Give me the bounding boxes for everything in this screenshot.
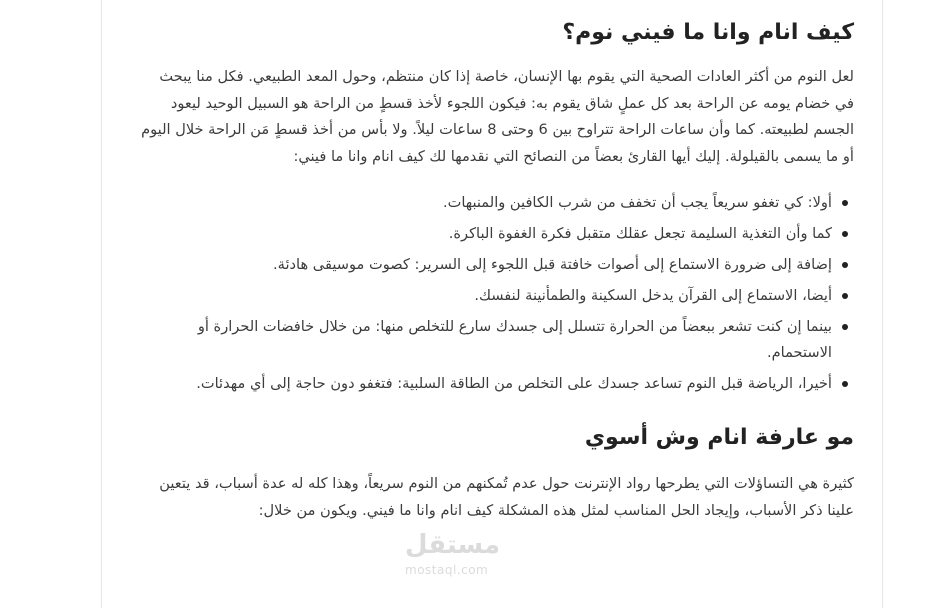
list-item-text: كما وأن التغذية السليمة تجعل عقلك متقبل فكرة الغفوة الباكرة. — [448, 225, 832, 242]
list-item — [140, 314, 832, 366]
bullet-dot-icon — [842, 200, 848, 206]
bullet-dot-icon — [842, 293, 848, 299]
section-heading-sleep-tips: كيف انام وانا ما فيني نوم؟ — [562, 20, 854, 45]
bullet-dot-icon — [842, 324, 848, 330]
watermark-logo: مستقل — [405, 530, 501, 560]
section-heading-cant-sleep: مو عارفة انام وش أسوي — [584, 425, 854, 450]
bullet-dot-icon — [842, 231, 848, 237]
bullet-dot-icon — [842, 381, 848, 387]
list-item — [140, 371, 832, 397]
section-intro-paragraph: لعل النوم من أكثر العادات الصحية التي يقوم بها الإنسان، خاصة إذا كان منتظم، وحول المعد الطبيعي. فكل منا يبحث في خضام يومه عن الراحة بعد كل عملٍ شاق يقوم به: فيكون اللجوء لأخذ قسطٍ من الراحة هو السبيل الوحيد ليعود الجسم لطبيعته. كما وأن ساعات الراحة تتراوح بين 6 وحتى 8 ساعات ليلاً. ولا بأس من أخذ قسطٍ مَن الراحة خلال اليوم أو ما يسمى بالقيلولة. إليك أيها القارئ بعضاً من النصائح التي نقدمها لك كيف انام وانا ما فيني: — [141, 68, 854, 165]
watermark-text: mostaql.com — [405, 563, 489, 577]
list-item — [140, 252, 832, 278]
list-item-text: إضافة إلى ضرورة الاستماع إلى أصوات خافتة قبل اللجوء إلى السرير: كصوت موسيقى هادئة. — [272, 256, 832, 273]
list-item — [140, 190, 832, 216]
list-item-text: أيضا، الاستماع إلى القرآن يدخل السكينة والطمأنينة لنفسك. — [474, 287, 832, 304]
list-item-text: بينما إن كنت تشعر ببعضاً من الحرارة تتسلل إلى جسدك سارع للتخلص منها: من خلال خافضات الحرارة أو الاستحمام. — [197, 318, 832, 361]
section-intro-paragraph: كثيرة هي التساؤلات التي يطرحها رواد الإنترنت حول عدم تُمكنهم من النوم سريعاً، وهذا كله له عدة أسباب، قد يتعين علينا ذكر الأسباب، وإيجاد الحل المناسب لمثل هذه المشكلة كيف انام وانا ما فيني. ويكون من خلال: — [159, 475, 854, 519]
article-card — [101, 0, 883, 608]
article-content — [140, 0, 854, 524]
list-item-text: أولا: كي تغفو سريعاً يجب أن تخفف من شرب الكافين والمنبهات. — [442, 194, 832, 211]
list-item-text: أخيرا، الرياضة قبل النوم تساعد جسدك على التخلص من الطاقة السلبية: فتغفو دون حاجة إلى أي مهدئات. — [196, 375, 832, 392]
list-item — [140, 283, 832, 309]
tips-list — [140, 190, 854, 397]
list-item — [140, 221, 832, 247]
bullet-dot-icon — [842, 262, 848, 268]
